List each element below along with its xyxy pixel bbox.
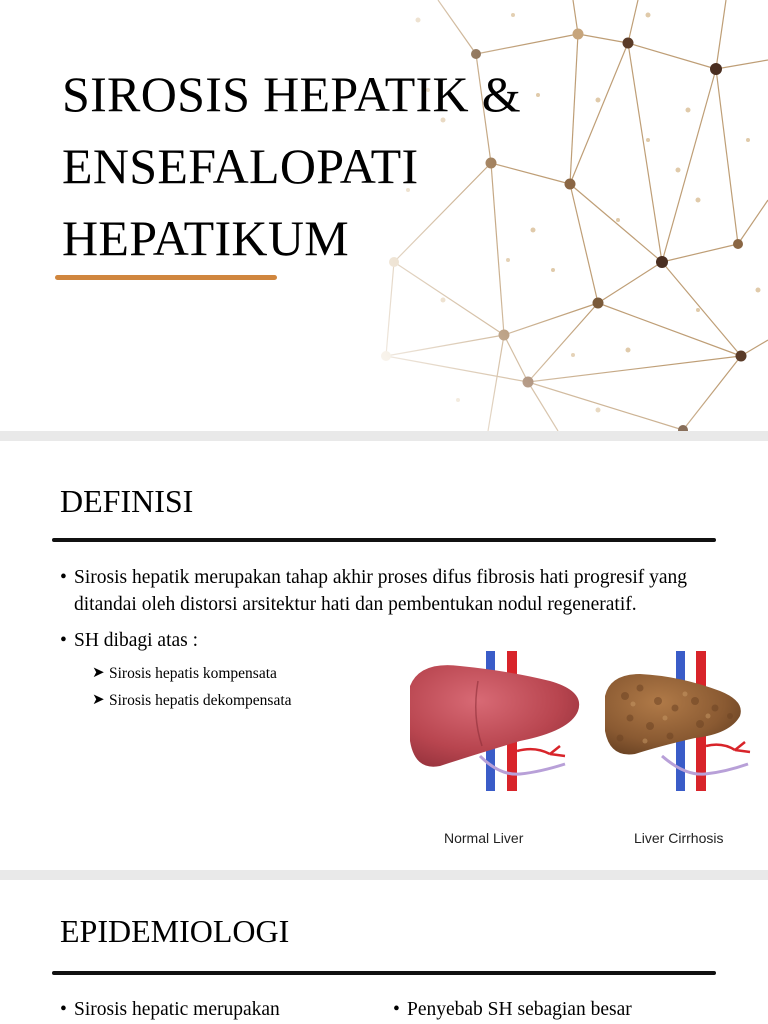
- epidemiology-left-column: [60, 996, 360, 1023]
- presentation-title: [62, 58, 521, 274]
- sub-bullet-text: Sirosis hepatis dekompensata: [109, 692, 292, 709]
- bullet-item: • Sirosis hepatic merupakan: [60, 996, 360, 1023]
- section-title-epidemiologi: EPIDEMIOLOGI: [60, 913, 290, 949]
- bullet-item: • Sirosis hepatik merupakan tahap akhir proses difus fibrosis hati progresif yang ditandai oleh distorsi arsitektur hati dan pembentukan nodul regeneratif.: [60, 564, 700, 618]
- epidemiology-slide: [0, 880, 768, 1024]
- liver-comparison-figure: [400, 646, 756, 861]
- caption-normal-liver: Normal Liver: [444, 830, 524, 846]
- bullet-text: SH dibagi atas :: [74, 630, 199, 651]
- sub-bullet-text: Sirosis hepatis kompensata: [109, 665, 277, 682]
- liver-illustration: [400, 646, 756, 816]
- section-title-definisi: DEFINISI: [60, 483, 194, 519]
- title-divider: [52, 971, 716, 975]
- title-line-3: HEPATIKUM: [62, 210, 350, 266]
- caption-liver-cirrhosis: Liver Cirrhosis: [634, 830, 724, 846]
- arrow-bullet-icon: ➤: [92, 692, 105, 708]
- title-slide: [0, 0, 768, 431]
- title-line-1: SIROSIS HEPATIK &: [62, 66, 521, 122]
- title-line-2: ENSEFALOPATI: [62, 138, 419, 194]
- epidemiology-right-column: [393, 996, 733, 1023]
- arrow-bullet-icon: ➤: [92, 665, 105, 681]
- title-divider: [52, 538, 716, 542]
- title-accent-underline: [55, 275, 277, 280]
- definition-slide: [0, 441, 768, 870]
- bullet-item: • Penyebab SH sebagian besar: [393, 996, 733, 1023]
